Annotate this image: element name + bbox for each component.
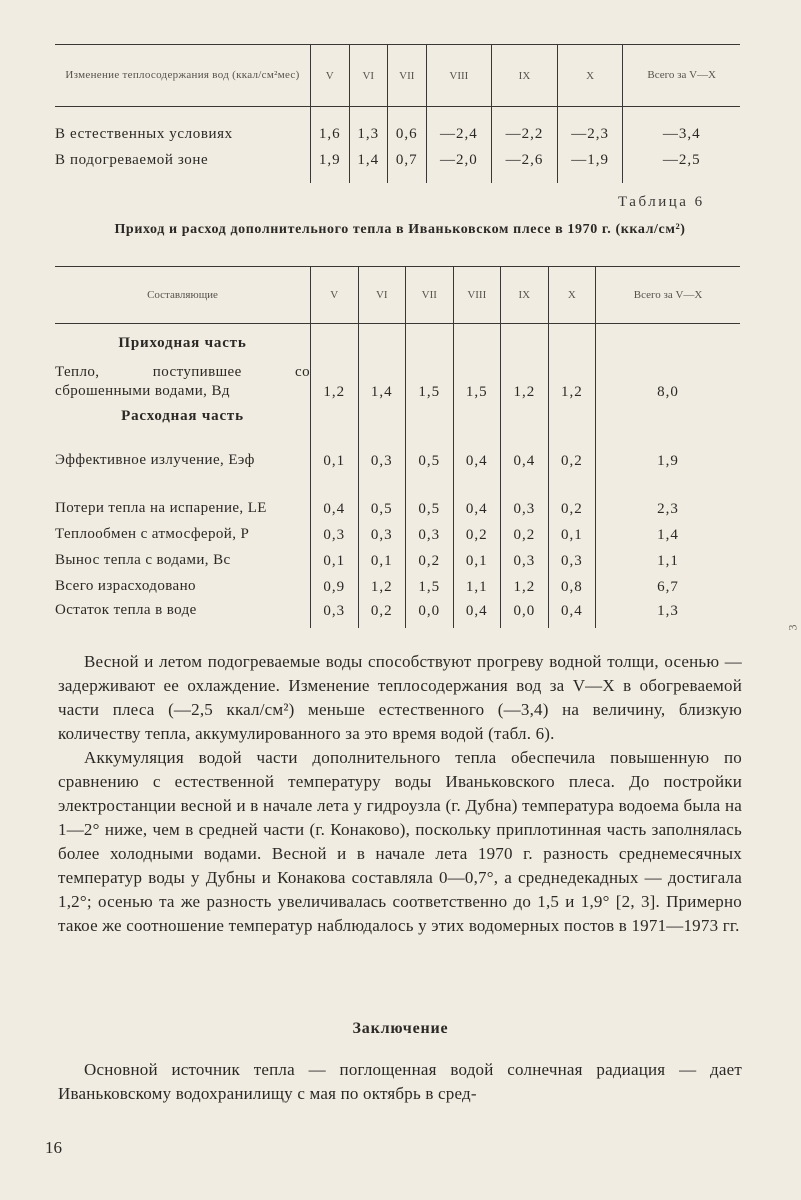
section-income: Приходная часть	[118, 335, 247, 351]
cell: 0,2	[548, 428, 596, 472]
table-row	[55, 572, 740, 598]
header-month: V	[311, 267, 359, 324]
cell: 0,1	[548, 520, 596, 546]
table-row	[55, 428, 740, 472]
cell: —2,6	[492, 147, 558, 183]
section-row	[55, 324, 740, 356]
cell: 0,2	[548, 472, 596, 520]
row-label: Вынос тепла с водами, Bс	[55, 552, 231, 568]
cell: 1,9	[311, 147, 350, 183]
cell-total: 1,3	[596, 598, 740, 628]
paragraph: Весной и летом подогреваемые воды способствуют прогреву водной толщи, осенью — задерживают ее охлаждение. Изменение теплосодержания вод за V—X в обогреваемой части плеса (—2,5 ккал/см²) меньше естественного (—3,4) на величину, близкую количеству тепла, аккумулированного за это время водой (табл. 6).	[58, 652, 742, 743]
table-header-row	[55, 267, 740, 324]
cell: 0,3	[358, 520, 406, 546]
header-total: Всего за V—X	[623, 45, 740, 107]
cell: 0,2	[406, 546, 454, 572]
cell: 0,3	[311, 598, 359, 628]
paragraph: Основной источник тепла — поглощенная водой солнечная радиация — дает Иваньковскому водохранилищу с мая по октябрь в сред-	[58, 1060, 742, 1103]
cell-total: 2,3	[596, 472, 740, 520]
cell: 0,3	[358, 428, 406, 472]
cell: 0,2	[501, 520, 549, 546]
cell: 0,1	[311, 428, 359, 472]
header-label: Составляющие	[55, 267, 311, 324]
cell-total: 1,4	[596, 520, 740, 546]
cell: 0,6	[388, 107, 427, 148]
table-title: Приход и расход дополнительного тепла в Иваньковском плесе в 1970 г. (ккал/см²)	[114, 222, 686, 237]
cell-total: 8,0	[596, 355, 740, 403]
row-label: Всего израсходовано	[55, 578, 196, 594]
cell: 0,2	[453, 520, 501, 546]
cell: 1,5	[406, 355, 454, 403]
cell: 1,3	[349, 107, 388, 148]
header-month: VII	[388, 45, 427, 107]
header-month: VIII	[453, 267, 501, 324]
heat-balance-table	[55, 266, 740, 628]
heat-content-table	[55, 44, 740, 183]
cell-total: —2,5	[623, 147, 740, 183]
cell: 1,2	[501, 572, 549, 598]
cell: 1,6	[311, 107, 350, 148]
cell-total: 1,9	[596, 428, 740, 472]
cell: 1,2	[501, 355, 549, 403]
margin-mark: 3	[785, 624, 800, 631]
cell-total: 6,7	[596, 572, 740, 598]
cell: 0,4	[548, 598, 596, 628]
table-row	[55, 472, 740, 520]
cell: 0,1	[311, 546, 359, 572]
section-row	[55, 403, 740, 428]
cell: 0,8	[548, 572, 596, 598]
cell: 1,5	[453, 355, 501, 403]
section-heading: Заключение	[352, 1020, 449, 1037]
cell: 1,2	[548, 355, 596, 403]
header-month: VI	[358, 267, 406, 324]
header-total: Всего за V—X	[596, 267, 740, 324]
cell: 0,3	[548, 546, 596, 572]
page-number: 16	[45, 1138, 62, 1157]
header-label: Изменение теплосодержания вод (ккал/см²мес)	[55, 45, 311, 107]
cell: 0,3	[501, 546, 549, 572]
row-label: Потери тепла на испарение, LE	[55, 500, 267, 516]
header-month: VIII	[426, 45, 492, 107]
cell-total: 1,1	[596, 546, 740, 572]
cell: 0,7	[388, 147, 427, 183]
table-row	[55, 147, 740, 183]
cell: 1,2	[358, 572, 406, 598]
cell: 0,4	[453, 428, 501, 472]
cell: 1,2	[311, 355, 359, 403]
cell: 0,5	[358, 472, 406, 520]
table-row	[55, 546, 740, 572]
cell: 0,9	[311, 572, 359, 598]
cell: 0,1	[358, 546, 406, 572]
header-month: X	[548, 267, 596, 324]
header-month: VII	[406, 267, 454, 324]
header-month: IX	[501, 267, 549, 324]
table-header-row	[55, 45, 740, 107]
row-label: Тепло, поступившее со сброшенными водами, Bд	[55, 364, 310, 399]
cell: 0,3	[406, 520, 454, 546]
cell: —2,3	[557, 107, 623, 148]
table-row	[55, 355, 740, 403]
cell: 0,2	[358, 598, 406, 628]
cell: —2,4	[426, 107, 492, 148]
header-month: V	[311, 45, 350, 107]
body-text	[58, 1058, 742, 1106]
table-row	[55, 520, 740, 546]
table-number: Таблица 6	[618, 194, 705, 210]
cell-total: —3,4	[623, 107, 740, 148]
cell: 1,5	[406, 572, 454, 598]
header-month: VI	[349, 45, 388, 107]
cell: 0,4	[453, 598, 501, 628]
cell: 1,1	[453, 572, 501, 598]
cell: 0,5	[406, 428, 454, 472]
table-row	[55, 598, 740, 628]
cell: 0,0	[406, 598, 454, 628]
row-label: Эффективное излучение, Eэф	[55, 452, 255, 468]
header-month: X	[557, 45, 623, 107]
cell: —1,9	[557, 147, 623, 183]
row-label: Остаток тепла в воде	[55, 602, 197, 618]
section-expense: Расходная часть	[121, 408, 244, 424]
cell: 0,3	[501, 472, 549, 520]
cell: 1,4	[349, 147, 388, 183]
cell: 0,4	[311, 472, 359, 520]
header-month: IX	[492, 45, 558, 107]
paragraph: Аккумуляция водой части дополнительного тепла обеспечила повышенную по сравнению с естественной температуру воды Иваньковского плеса. До постройки электростанции весной и в начале лета у гидроузла (г. Дубна) температура водоема была на 1—2° ниже, чем в средней части (г. Конаково), поскольку приплотинная часть заполнялась более холодными водами. Весной и в начале лета 1970 г. разность среднемесячных температур воды у Дубны и Конакова составляла 0—0,7°, а среднедекадных — достигала 1,2°; осенью та же разность увеличивалась соответственно до 1,5 и 1,9° [2, 3]. Примерно такое же соотношение температур наблюдалось у этих водомерных постов в 1971—1973 гг.	[58, 748, 742, 935]
cell: 0,4	[501, 428, 549, 472]
row-label: Теплообмен с атмосферой, P	[55, 526, 250, 542]
cell: —2,2	[492, 107, 558, 148]
cell: 0,3	[311, 520, 359, 546]
cell: 0,5	[406, 472, 454, 520]
cell: 0,0	[501, 598, 549, 628]
body-text	[58, 650, 742, 938]
row-label: В естественных условиях	[55, 125, 233, 142]
row-label: В подогреваемой зоне	[55, 151, 209, 168]
table-row	[55, 107, 740, 148]
cell: 0,1	[453, 546, 501, 572]
cell: 0,4	[453, 472, 501, 520]
cell: —2,0	[426, 147, 492, 183]
cell: 1,4	[358, 355, 406, 403]
